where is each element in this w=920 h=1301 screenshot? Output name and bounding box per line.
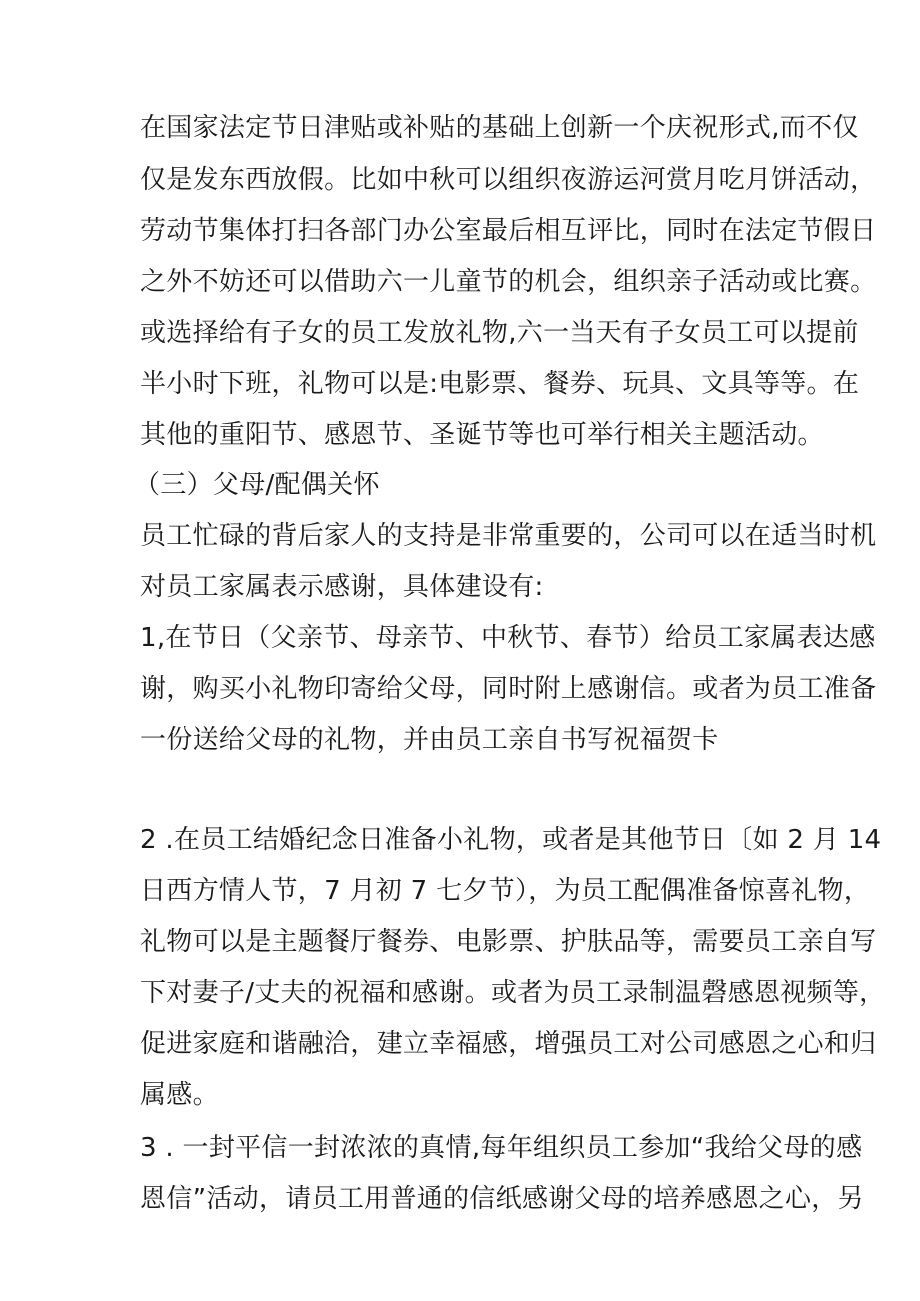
list-item-1-line-2: 谢，购买小礼物印寄给父母，同时附上感谢信。或者为员工准备	[140, 674, 877, 704]
list-item-1-line-1: 1,在节日（父亲节、母亲节、中秋节、春节）给员工家属表达感	[140, 623, 876, 653]
paragraph-line-5: 或选择给有子女的员工发放礼物,六一当天有子女员工可以提前	[140, 318, 859, 348]
paragraph-line-3: 劳动节集体打扫各部门办公室最后相互评比，同时在法定节假日	[140, 216, 877, 246]
list-item-1-line-3: 一份送给父母的礼物，并由员工亲自书写祝福贺卡	[140, 725, 719, 755]
paragraph-line-4: 之外不妨还可以借助六一儿童节的机会，组织亲子活动或比赛。	[140, 267, 877, 297]
list-item-2-line-5: 促进家庭和谐融洽，建立幸福感，增强员工对公司感恩之心和归	[140, 1029, 877, 1059]
list-item-2-line-1: 2 .在员工结婚纪念日准备小礼物，或者是其他节日〔如 2 月 14	[140, 825, 882, 855]
list-item-3-line-2: 恩信”活动，请员工用普通的信纸感谢父母的培养感恩之心，另	[140, 1184, 864, 1214]
list-item-2-line-6: 属感。	[140, 1080, 219, 1110]
paragraph-line-1: 在国家法定节日津贴或补贴的基础上创新一个庆祝形式,而不仅	[140, 113, 859, 143]
paragraph-line-2: 仅是发东西放假。比如中秋可以组织夜游运河赏月吃月饼活动，	[140, 165, 877, 195]
list-item-3-line-1: 3 . 一封平信一封浓浓的真情,每年组织员工参加“我给父母的感	[140, 1133, 863, 1163]
list-item-2-line-2: 日西方情人节，7 月初 7 七夕节），为员工配偶准备惊喜礼物，	[140, 876, 871, 906]
paragraph-line-8: 员工忙碌的背后家人的支持是非常重要的，公司可以在适当时机	[140, 521, 877, 551]
paragraph-line-6: 半小时下班，礼物可以是:电影票、餐券、玩具、文具等等。在	[140, 369, 860, 399]
list-item-2-line-4: 下对妻子/丈夫的祝福和感谢。或者为员工录制温磬感恩视频等，	[140, 978, 886, 1008]
paragraph-line-9: 对员工家属表示感谢，具体建设有:	[140, 572, 544, 602]
section-heading: （三）父母/配偶关怀	[134, 470, 380, 500]
paragraph-line-7: 其他的重阳节、感恩节、圣诞节等也可举行相关主题活动。	[140, 420, 824, 450]
list-item-2-line-3: 礼物可以是主题餐厅餐券、电影票、护肤品等，需要员工亲自写	[140, 927, 877, 957]
